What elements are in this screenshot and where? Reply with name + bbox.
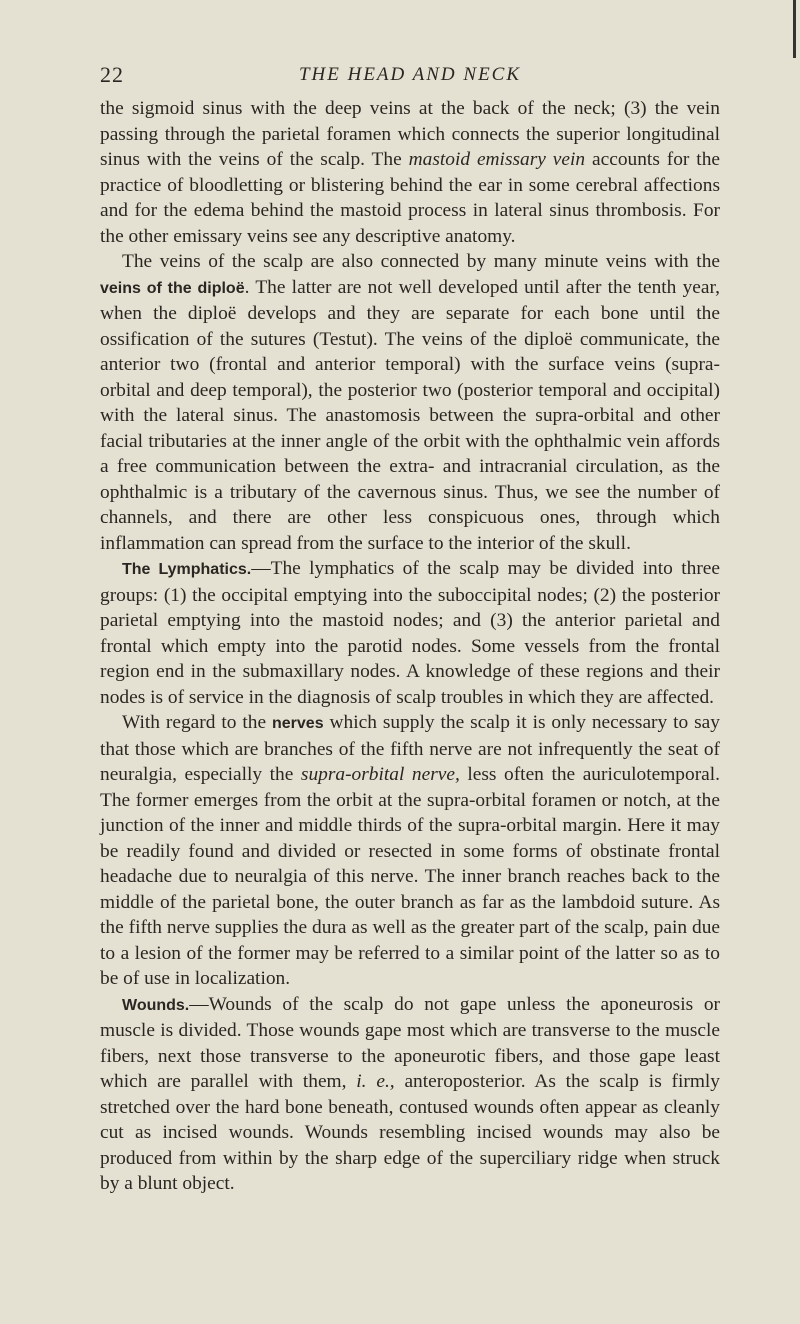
term-ie: i. e.,: [356, 1071, 395, 1092]
paragraph-emissary-veins: [100, 96, 720, 249]
text-run: which supply the scalp it is only necessary to say that those which are branches of the fifth nerve are not infrequently the seat of neuralgia, especially the: [100, 712, 720, 785]
paragraph-diploe-veins: [100, 249, 720, 556]
running-title: THE HEAD AND NECK: [298, 64, 522, 85]
term-supra-orbital-nerve: supra-orbital nerve,: [300, 764, 460, 785]
text-run: less often the auriculotemporal. The former emerges from the orbit at the supra-orbital foramen or notch, at the junction of the inner and middle thirds of the supra-orbital margin. Here it may be readily found and divided or resected in some forms of obstinate frontal headache due to neuralgia of this nerve. The inner branch reaches back to the middle of the parietal bone, the outer branch as far as the lambdoid suture. As the fifth nerve supplies the dura as well as the greater part of the scalp, pain due to a lesion of the former may be referred to a similar point of the latter so as to be of use in localization.: [100, 764, 720, 989]
page-body: [100, 96, 720, 1197]
text-run: anteroposterior. As the scalp is firmly stretched over the hard bone beneath, contused wounds often appear as cleanly cut as incised wounds. Wounds resembling incised wounds may also be produced from within by the sharp edge of the superciliary ridge when struck by a blunt object.: [100, 1071, 721, 1194]
page-header: [100, 62, 720, 86]
text-run: —Wounds of the scalp do not gape unless the aponeurosis or muscle is divided. Those wounds gape most which are transverse to the muscle fibers, next those transverse to the aponeurotic fibers, and those gape least which are parallel with them,: [100, 993, 720, 1092]
text-run: —The lymphatics of the scalp may be divided into three groups: (1) the occipital emptying into the suboccipital nodes; (2) the posterior parietal emptying into the mastoid nodes; and (3) the anterior parietal and frontal which empty into the parotid nodes. Some vessels from the frontal region end in the submaxillary nodes. A knowledge of these regions and their nodes is of service in the diagnosis of scalp troubles in which they are affected.: [100, 558, 720, 708]
page-number: 22: [100, 62, 124, 87]
text-run: the sigmoid sinus with the deep veins at the back of the neck; (3) the vein passing through the parietal foramen which connects the superior longitudinal sinus with the veins of the scalp. The: [100, 98, 720, 170]
text-run: accounts for the practice of bloodletting or blistering behind the ear in some cerebral affections and for the edema behind the mastoid process in lateral sinus thrombosis. For the other emissary veins see any descriptive anatomy.: [100, 149, 720, 247]
text-run: . The latter are not well developed until after the tenth year, when the diploë develops and they are separate for each bone until the ossification of the sutures (Testut). The veins of the diploë communicate, the anterior two (frontal and anterior temporal) with the surface veins (supra-orbital and deep temporal), the posterior two (posterior temporal and occipital) with the lateral sinus. The anastomosis between the supra-orbital and other facial tributaries at the inner angle of the orbit with the ophthalmic vein affords a free communication between the extra- and intracranial circulation, as the ophthalmic is a tributary of the cavernous sinus. Thus, we see the number of channels, and there are other less conspicuous ones, through which inflammation can spread from the surface to the interior of the skull.: [100, 276, 720, 554]
text-run: With regard to the: [122, 712, 272, 733]
text-run: The veins of the scalp are also connected by many minute veins with the: [122, 251, 720, 272]
heading-wounds: Wounds.: [122, 996, 190, 1014]
term-mastoid-emissary-vein: mastoid emissary vein: [408, 149, 586, 170]
paragraph-lymphatics: [100, 556, 720, 710]
paragraph-nerves: [100, 710, 720, 992]
page-edge: [793, 0, 796, 58]
term-nerves: nerves: [272, 715, 324, 732]
heading-lymphatics: The Lymphatics.: [122, 561, 252, 578]
term-veins-of-diploe: veins of the diploë: [100, 279, 245, 297]
paragraph-wounds: [100, 992, 720, 1197]
